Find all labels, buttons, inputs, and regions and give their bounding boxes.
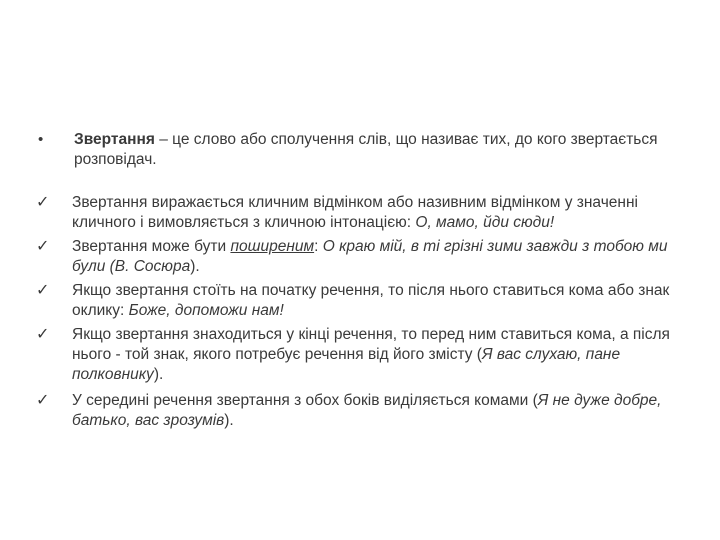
rule-example: Я не дуже добре, батько, вас зрозумів — [72, 392, 662, 429]
checkmark-icon: ✓ — [36, 326, 50, 343]
checkmark-icon: ✓ — [36, 392, 50, 409]
rule-text-plain: : — [314, 238, 323, 255]
rule-example: О краю мій, в ті грізні зими завжди з тобою ми були (В. Сосюра — [72, 238, 668, 275]
rule-item-5 — [36, 391, 676, 431]
checkmark-icon: ✓ — [36, 282, 50, 299]
rule-text-plain: ). — [190, 258, 200, 275]
rule-item-4 — [36, 325, 676, 385]
definition-term: Звертання — [74, 131, 155, 148]
definition-rest: – це слово або сполучення слів, що називає тих, до кого звертається розповідач. — [74, 131, 658, 168]
checkmark-icon: ✓ — [36, 238, 50, 255]
rule-item-2 — [36, 237, 676, 277]
rule-item-1 — [36, 193, 676, 233]
rule-text-plain: Якщо звертання знаходиться у кінці речення, то перед ним ставиться кома, а після нього - той знак, якого потребує речення від його змісту ( — [72, 326, 670, 363]
rule-text — [72, 237, 676, 277]
rule-text-plain: ). — [153, 366, 164, 383]
rule-item-3 — [36, 281, 676, 321]
rule-text — [72, 193, 676, 233]
rule-text — [72, 325, 676, 385]
rule-example: Я вас слухаю, пане полковнику — [72, 346, 621, 383]
rule-text-plain: У середині речення звертання з обох боків виділяється комами ( — [72, 392, 538, 409]
rule-text — [72, 281, 676, 321]
bullet-dot-icon: • — [38, 131, 44, 148]
rule-text-plain: Звертання виражається кличним відмінком або називним відмінком у значенні кличного і вимовляється з кличною інтонацією: — [72, 194, 638, 231]
rule-example: Боже, допоможи нам! — [128, 302, 284, 319]
rule-text-plain: Звертання може бути — [72, 238, 231, 255]
rule-example: О, мамо, йди сюди! — [415, 214, 555, 231]
rule-term: поширеним — [230, 238, 315, 255]
definition-item — [36, 130, 676, 170]
checkmark-icon: ✓ — [36, 194, 50, 211]
rule-text — [72, 391, 676, 431]
rule-text-plain: Якщо звертання стоїть на початку речення, то після нього ставиться кома або знак оклику: — [72, 282, 670, 319]
definition-text — [74, 130, 676, 170]
rule-text-plain: ). — [224, 412, 234, 429]
